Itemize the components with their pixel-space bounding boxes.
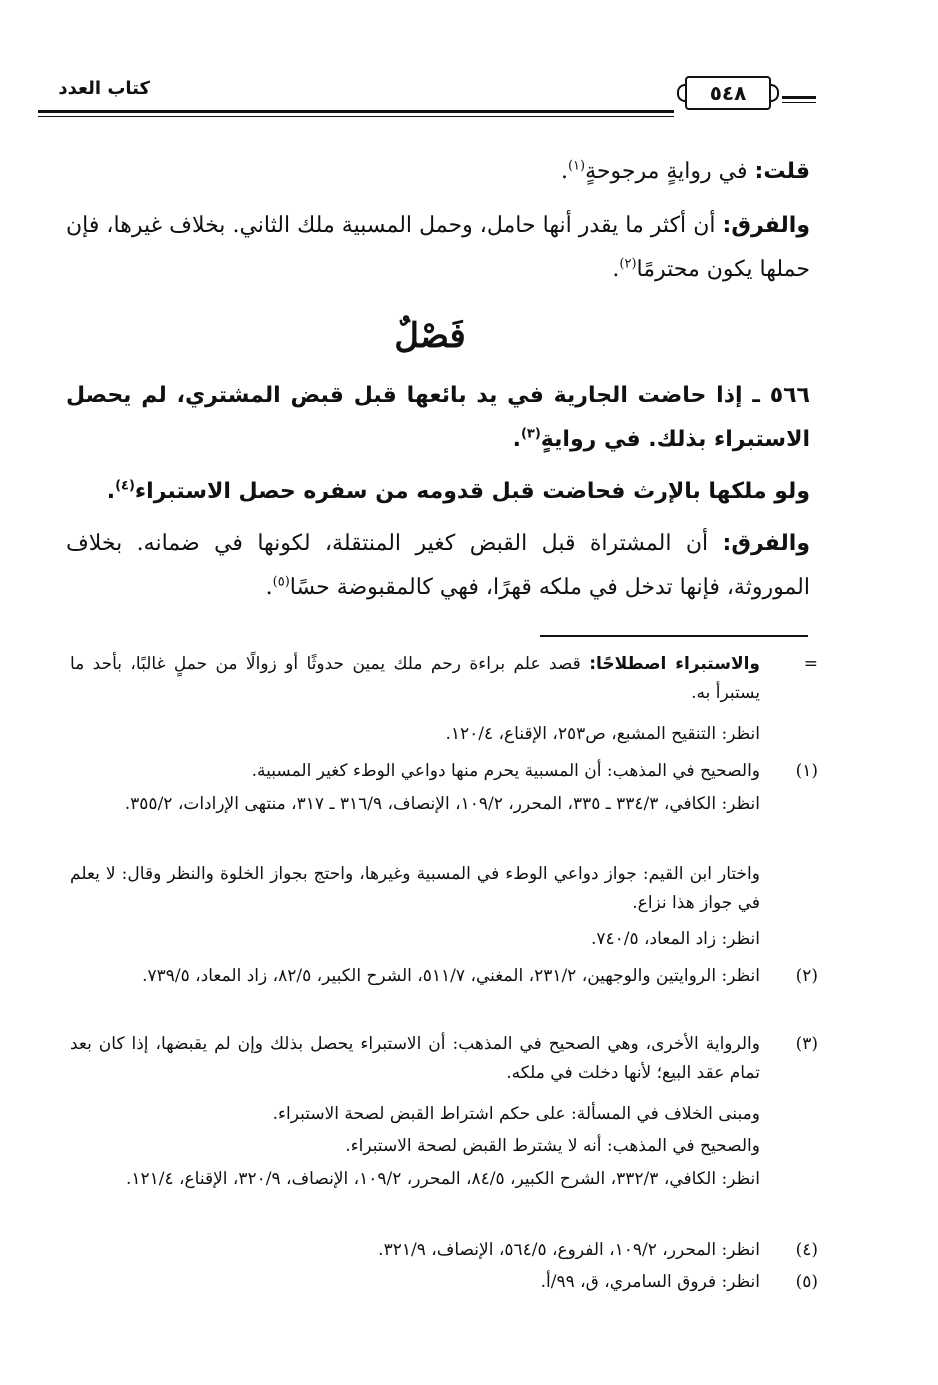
footnote-separator: [540, 635, 808, 637]
paragraph-lead: والفرق:: [722, 531, 810, 556]
footnote-continuation-marker: =: [803, 654, 818, 674]
paragraph-inheritance: ولو ملكها بالإرث فحاضت قبل قدومه من سفره حصل الاستبراء$^{(٤)}$.: [106, 478, 810, 504]
footnote-1-b: انظر: الكافي، ٣٣٤/٣ ـ ٣٣٥، المحرر، ١٠٩/٢، الإنصاف، ٣١٦/٩ ـ ٣١٧، منتهى الإرادات، ٣٥٥/٢.: [124, 794, 760, 814]
running-header-title: كتاب العدد: [58, 78, 150, 99]
paragraph-farq-1: والفرق: أن أكثر ما يقدر أنها حامل، وحمل المسبية ملك الثاني. بخلاف غيرها، فإن حملها يكون محترمًا$^{(٢)}$.: [66, 213, 810, 282]
footnote-text: قصد علم براءة رحم ملك يمين حدوثًا أو زوالًا من حملٍ غالبًا، بأحد ما يستبرأ به.: [70, 654, 760, 703]
footnote-number-2: (٢): [795, 966, 818, 986]
footnote-2-a: انظر: الروايتين والوجهين، ٢٣١/٢، المغني، ٥١١/٧، الشرح الكبير، ٨٢/٥، زاد المعاد، ٧٣٩/٥.: [142, 966, 760, 986]
header-rule-left-thick: [38, 110, 674, 113]
header-rule-right-thick: [782, 96, 816, 99]
footnote-3-d: انظر: الكافي، ٣٣٢/٣، الشرح الكبير، ٨٤/٥، المحرر، ١٠٩/٢، الإنصاف، ٣٢٠/٩، الإقناع، ١٢١/٤.: [125, 1169, 760, 1189]
footnote-ref: (١): [567, 158, 586, 174]
issue-text: ٥٦٦ ـ إذا حاضت الجارية في يد بائعها قبل قبض المشتري، لم يحصل الاستبراء بذلك. في روايةٍ: [66, 383, 810, 452]
paragraph-lead: والفرق:: [722, 213, 810, 238]
footnote-5-a: انظر: فروق السامري، ق، ٩٩/أ.: [540, 1272, 760, 1292]
footnote-3-c: والصحيح في المذهب: أنه لا يشترط القبض لصحة الاستبراء.: [345, 1136, 760, 1156]
footnote-continuation-ref: انظر: التنقيح المشبع، ص٢٥٣، الإقناع، ١٢٠/٤.: [445, 724, 760, 744]
paragraph-text: في روايةٍ مرجوحةٍ: [585, 159, 755, 184]
footnote-ref: (٣): [520, 426, 541, 442]
footnote-number-3: (٣): [795, 1034, 818, 1054]
footnote-number-4: (٤): [795, 1240, 818, 1260]
footnote-number-1: (١): [795, 761, 818, 781]
header-rule-right-thin: [782, 102, 816, 103]
footnote-3-a: والرواية الأخرى، وهي الصحيح في المذهب: أن الاستبراء يحصل بذلك وإن لم يقبضها، إذا كان بعد تمام عقد البيع؛ لأنها دخلت في ملكه.: [70, 1034, 760, 1083]
issue-566: ٥٦٦ ـ إذا حاضت الجارية في يد بائعها قبل قبض المشتري، لم يحصل الاستبراء بذلك. في روايةٍ$^{(٣)}$.: [66, 383, 810, 452]
footnote-3-b: ومبنى الخلاف في المسألة: على حكم اشتراط القبض لصحة الاستبراء.: [272, 1104, 760, 1124]
footnote-1-d: انظر: زاد المعاد، ٧٤٠/٥.: [590, 929, 760, 949]
footnote-ref: (٥): [272, 574, 290, 590]
footnote-4-a: انظر: المحرر، ١٠٩/٢، الفروع، ٥٦٤/٥، الإنصاف، ٣٢١/٩.: [378, 1240, 760, 1260]
paragraph-text: أن المشتراة قبل القبض كغير المنتقلة، لكونها في ضمانه. بخلاف الموروثة، فإنها تدخل في ملكه قهرًا، فهي كالمقبوضة حسًا: [66, 531, 810, 600]
header-rule-left-thin: [38, 116, 674, 117]
page-number: ٥٤٨: [709, 81, 747, 105]
paragraph-text: أن أكثر ما يقدر أنها حامل، وحمل المسبية ملك الثاني. بخلاف غيرها، فإن حملها يكون محترمًا: [66, 213, 810, 282]
section-heading: فَصْلٌ: [394, 316, 466, 356]
footnote-ref: (٤): [115, 478, 135, 494]
paragraph-farq-2: والفرق: أن المشتراة قبل القبض كغير المنتقلة، لكونها في ضمانه. بخلاف الموروثة، فإنها تدخل في ملكه قهرًا، فهي كالمقبوضة حسًا$^{(٥)}$.: [66, 531, 810, 600]
footnote-ref: (٢): [619, 256, 637, 272]
footnote-lead: والاستبراء اصطلاحًا:: [589, 654, 760, 674]
footnote-1-a: والصحيح في المذهب: أن المسبية يحرم منها دواعي الوطء كغير المسبية.: [251, 761, 760, 781]
paragraph-qultu: قلت: في روايةٍ مرجوحةٍ$^{(١)}$.: [560, 158, 810, 184]
paragraph-text: ولو ملكها بالإرث فحاضت قبل قدومه من سفره حصل الاستبراء: [134, 479, 810, 504]
footnote-number-5: (٥): [795, 1272, 818, 1292]
page-number-badge: [685, 76, 771, 110]
footnote-1-c: واختار ابن القيم: جواز دواعي الوطء في المسبية وغيرها، واحتج بجواز الخلوة والنظر وقال: لا يعلم في جواز هذا نزاع.: [70, 864, 760, 913]
footnote-continuation: [70, 650, 760, 708]
paragraph-lead: قلت:: [754, 159, 810, 184]
